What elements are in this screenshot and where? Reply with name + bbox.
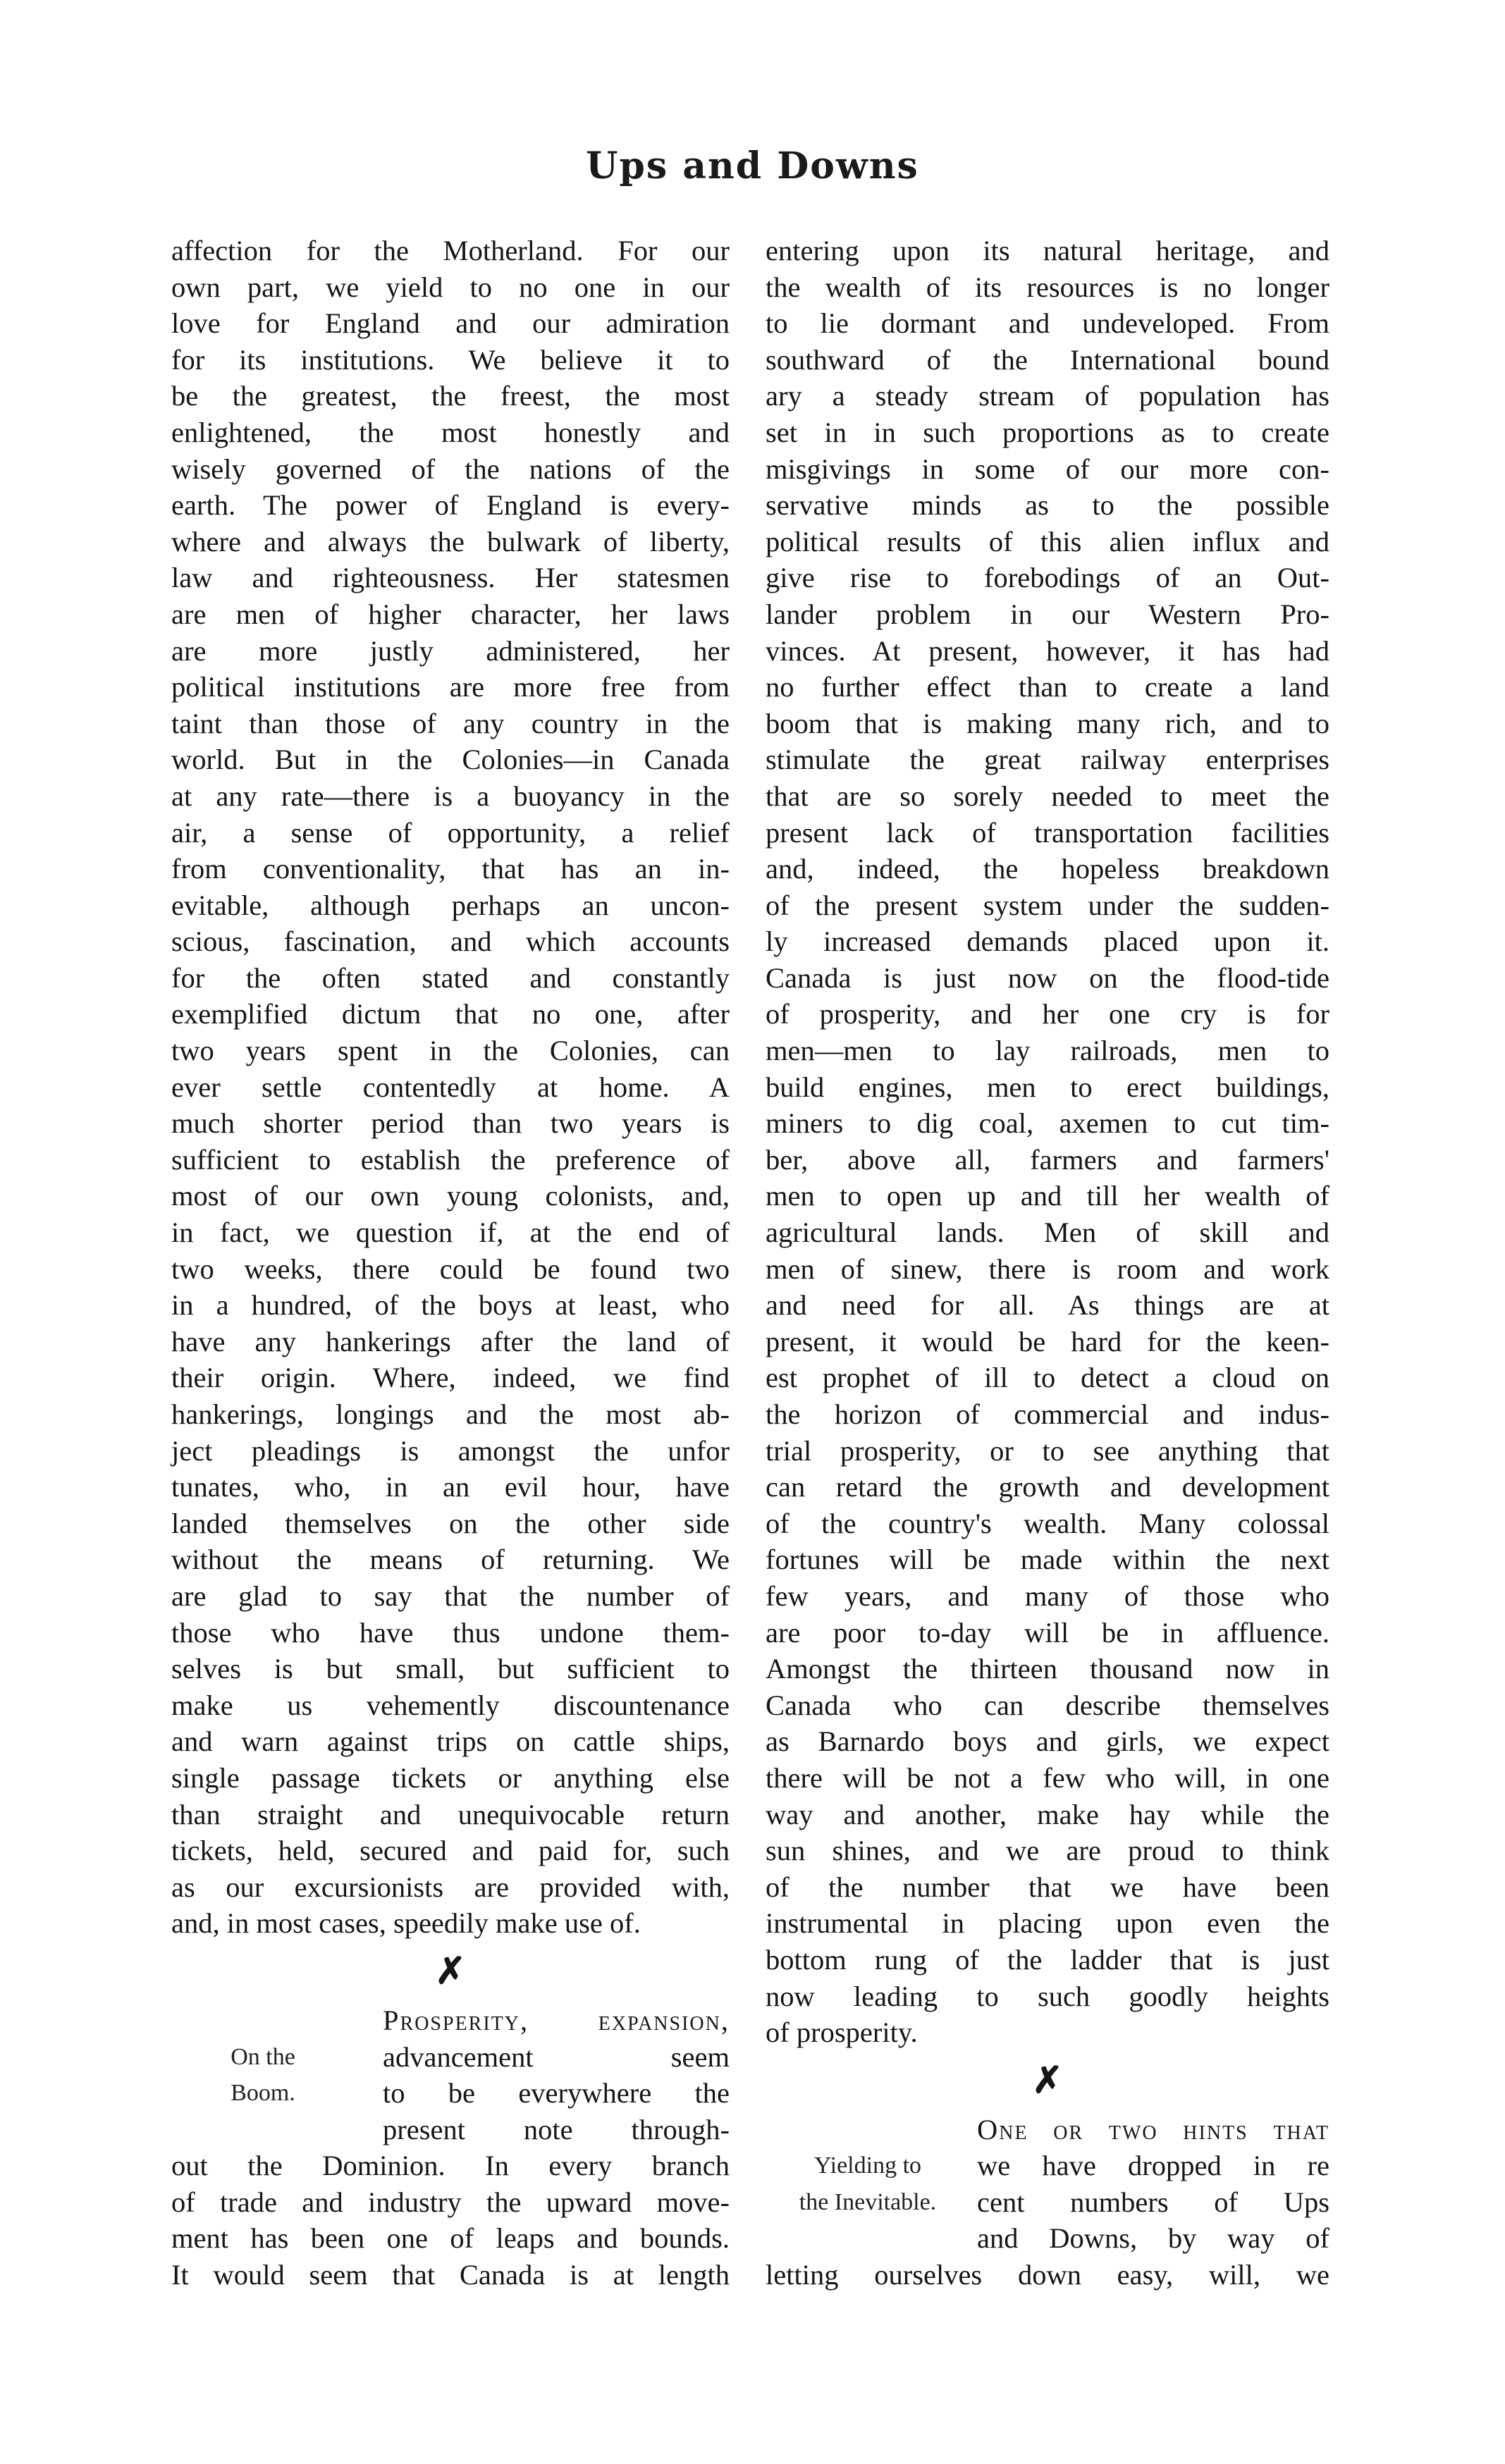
text-line: selves is but small, but sufficient to [171,1653,730,1685]
text-line: political institutions are more free from [171,671,730,703]
text-line: few years, and many of those who [766,1579,1329,1612]
text-line: the horizon of commercial and indus- [766,1398,1329,1430]
text-line: that are so sorely needed to meet the [766,780,1329,812]
text-line: trial prosperity, or to see anything that [766,1434,1329,1467]
text-line: of the present system under the sudden- [766,889,1329,921]
text-line: present, it would be hard for the keen- [766,1325,1329,1357]
text-line: instrumental in placing upon even the [766,1907,1329,1940]
text-line: of the number that we have been [766,1871,1329,1903]
text-line: the wealth of its resources is no longer [766,271,1329,303]
text-line: men to open up and till her wealth of [766,1180,1329,1212]
text-line: world. But in the Colonies—in Canada [171,744,730,776]
text-line: sun shines, and we are proud to think [766,1835,1329,1867]
text-line: in a hundred, of the boys at least, who [171,1289,730,1322]
text-line: ever settle contentedly at home. A [171,1071,730,1103]
text-line: Canada is just now on the flood-tide [766,961,1329,994]
sidenote-line: Boom. [231,2080,295,2107]
right-column-body [766,233,1329,2051]
section-ornament-right: ✗ [1032,2060,1063,2101]
text-line: boom that is making many rich, and to [766,707,1329,739]
text-line: of the country's wealth. Many colossal [766,1507,1329,1539]
text-line: as our excursionists are provided with, [171,1871,730,1903]
running-header: Ups and Downs [586,144,919,187]
text-line: misgivings in some of our more con- [766,452,1329,485]
text-line: most of our own young colonists, and, [171,1180,730,1212]
text-line: their origin. Where, indeed, we find [171,1362,730,1394]
text-line: political results of this alien influx and [766,525,1329,558]
text-line: and warn against trips on cattle ships, [171,1725,730,1758]
text-line: much shorter period than two years is [171,1107,730,1140]
text-line: at any rate—there is a buoyancy in the [171,780,730,812]
text-line: tunates, who, in an evil hour, have [171,1471,730,1503]
text-line: One or two hints that [977,2113,1329,2145]
text-line: to lie dormant and undeveloped. From [766,307,1329,340]
text-line: Canada who can describe themselves [766,1689,1329,1721]
text-line: cent numbers of Ups [977,2186,1329,2218]
text-line: have any hankerings after the land of [171,1325,730,1357]
text-line: servative minds as to the possible [766,489,1329,522]
text-line: hankerings, longings and the most ab- [171,1398,730,1430]
text-line: law and righteousness. Her statesmen [171,562,730,594]
text-line: present note through- [383,2113,730,2145]
text-line: and Downs, by way of [977,2222,1329,2255]
text-line: are poor to-day will be in affluence. [766,1616,1329,1649]
text-line: now leading to such goodly heights [766,1980,1329,2012]
text-line: stimulate the great railway enterprises [766,744,1329,776]
text-line: bottom rung of the ladder that is just [766,1943,1329,1976]
text-line: two weeks, there could be found two [171,1252,730,1285]
text-line: are more justly administered, her [171,634,730,667]
text-line: It would seem that Canada is at length [171,2259,730,2291]
text-line: build engines, men to erect buildings, [766,1071,1329,1103]
text-line: of prosperity. [766,2016,918,2049]
text-line: letting ourselves down easy, will, we [766,2259,1329,2291]
text-line: are men of higher character, her laws [171,598,730,630]
text-line: tickets, held, secured and paid for, such [171,1835,730,1867]
text-line: and need for all. As things are at [766,1289,1329,1322]
text-line: scious, fascination, and which accounts [171,925,730,958]
text-line: exemplified dictum that no one, after [171,998,730,1030]
text-line: can retard the growth and development [766,1471,1329,1503]
text-line: where and always the bulwark of liberty, [171,525,730,558]
text-line: in fact, we question if, at the end of [171,1216,730,1249]
left-column [171,233,730,2293]
text-line: sufficient to establish the preference of [171,1143,730,1176]
text-line: present lack of transportation facilities [766,816,1329,849]
text-line: ary a steady stream of population has [766,380,1329,412]
sidenote-on-the-boom [171,2039,355,2112]
text-line: vinces. At present, however, it has had [766,634,1329,667]
text-line: those who have thus undone them- [171,1616,730,1649]
text-line: miners to dig coal, axemen to cut tim- [766,1107,1329,1140]
text-line: taint than those of any country in the [171,707,730,739]
text-line: ment has been one of leaps and bounds. [171,2222,730,2255]
text-line: men of sinew, there is room and work [766,1252,1329,1285]
text-line: two years spent in the Colonies, can [171,1035,730,1067]
text-line: ly increased demands placed upon it. [766,925,1329,958]
text-line: lander problem in our Western Pro- [766,598,1329,630]
text-line: be the greatest, the freest, the most [171,380,730,412]
text-line: no further effect than to create a land [766,671,1329,703]
text-line: we have dropped in re [977,2150,1329,2182]
sidenote-yielding [766,2148,970,2220]
sidenote-line: Yielding to [813,2152,922,2179]
text-line: from conventionality, that has an in- [171,853,730,885]
text-line: single passage tickets or anything else [171,1761,730,1794]
text-line: there will be not a few who will, in one [766,1761,1329,1794]
text-line: of trade and industry the upward move- [171,2186,730,2218]
text-line: affection for the Motherland. For our [171,235,730,266]
sidenote-line: On the [231,2043,295,2070]
text-line: entering upon its natural heritage, and [766,235,1329,266]
text-line: evitable, although perhaps an uncon- [171,889,730,921]
text-line: set in in such proportions as to create [766,416,1329,448]
text-line: Amongst the thirteen thousand now in [766,1653,1329,1685]
text-line: air, a sense of opportunity, a relief [171,816,730,849]
text-line: fortunes will be made within the next [766,1544,1329,1576]
right-column [766,233,1329,2293]
text-line: of prosperity, and her one cry is for [766,998,1329,1030]
text-line: earth. The power of England is every- [171,489,730,522]
section-ornament-left: ✗ [435,1951,466,1992]
text-line: give rise to forebodings of an Out- [766,562,1329,594]
text-line: love for England and our admiration [171,307,730,340]
text-line: and, in most cases, speedily make use of. [171,1907,641,1940]
text-line: ber, above all, farmers and farmers' [766,1143,1329,1176]
text-line: way and another, make hay while the [766,1798,1329,1830]
text-line: est prophet of ill to detect a cloud on [766,1362,1329,1394]
text-line: for its institutions. We believe it to [171,343,730,376]
text-line: are glad to say that the number of [171,1579,730,1612]
text-line: ject pleadings is amongst the unfor [171,1434,730,1467]
text-line: to be everywhere the [383,2077,730,2109]
text-line: men—men to lay railroads, men to [766,1035,1329,1067]
text-line: and, indeed, the hopeless breakdown [766,853,1329,885]
section-yielding-to-the-inevitable [766,2112,1329,2293]
section-on-the-boom [171,2002,730,2293]
text-line: advancement seem [383,2040,730,2073]
text-line: without the means of returning. We [171,1544,730,1576]
text-line: for the often stated and constantly [171,961,730,994]
text-line: out the Dominion. In every branch [171,2150,730,2182]
text-line: landed themselves on the other side [171,1507,730,1539]
text-line: make us vehemently discountenance [171,1689,730,1721]
text-line: as Barnardo boys and girls, we expect [766,1725,1329,1758]
left-column-body [171,233,730,1942]
sidenote-line: the Inevitable. [799,2188,937,2215]
text-line: enlightened, the most honestly and [171,416,730,448]
text-line: Prosperity, expansion, [383,2004,730,2036]
text-line: southward of the International bound [766,343,1329,376]
text-line: own part, we yield to no one in our [171,271,730,303]
text-line: than straight and unequivocable return [171,1798,730,1830]
text-line: wisely governed of the nations of the [171,452,730,485]
text-line: agricultural lands. Men of skill and [766,1216,1329,1249]
